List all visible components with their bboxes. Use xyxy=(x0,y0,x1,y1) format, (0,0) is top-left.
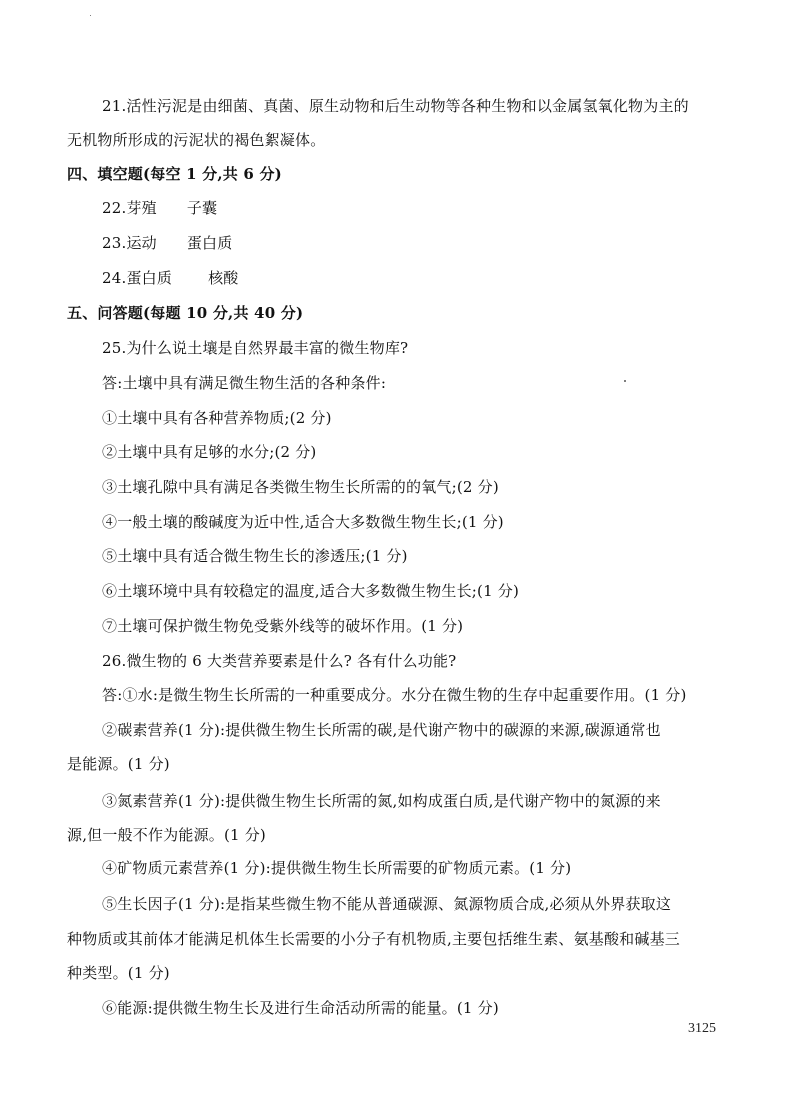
q25-question: 25.为什么说土壤是自然界最丰富的微生物库? xyxy=(102,339,409,357)
q25-item-6: ⑥土壤环境中具有较稳定的温度,适合大多数微生物生长;(1 分) xyxy=(102,582,520,600)
q24-row xyxy=(102,268,238,288)
scan-speck xyxy=(624,380,626,382)
q25-item-7: ⑦土壤可保护微生物免受紫外线等的破坏作用。(1 分) xyxy=(102,617,464,635)
q22-answer: 子囊 xyxy=(186,199,218,217)
q25-answer-intro: 答:土壤中具有满足微生物生活的各种条件: xyxy=(102,374,387,392)
q22-number: 22.芽殖 xyxy=(102,199,157,217)
q26-answer-2-line-1: ②碳素营养(1 分):提供微生物生长所需的碳,是代谢产物中的碳源的来源,碳源通常也 xyxy=(102,721,661,739)
q26-answer-5-line-3: 种类型。(1 分) xyxy=(67,964,170,982)
q26-answer-4: ④矿物质元素营养(1 分):提供微生物生长所需要的矿物质元素。(1 分) xyxy=(102,859,572,877)
q23-number: 23.运动 xyxy=(102,234,157,252)
q26-answer-1: 答:①水:是微生物生长所需的一种重要成分。水分在微生物的生存中起重要作用。(1 分) xyxy=(102,686,687,704)
q21-line-1: 21.活性污泥是由细菌、真菌、原生动物和后生动物等各种生物和以金属氢氧化物为主的 xyxy=(102,97,689,115)
q26-question: 26.微生物的 6 大类营养要素是什么? 各有什么功能? xyxy=(102,652,457,670)
q21-line-2: 无机物所形成的污泥状的褐色絮凝体。 xyxy=(67,131,326,149)
scan-speck xyxy=(90,15,91,16)
q26-answer-5-line-2: 种物质或其前体才能满足机体生长需要的小分子有机物质,主要包括维生素、氨基酸和碱基三 xyxy=(67,930,680,948)
q25-item-2: ②土壤中具有足够的水分;(2 分) xyxy=(102,443,317,461)
q26-answer-3-line-1: ③氮素营养(1 分):提供微生物生长所需的氮,如构成蛋白质,是代谢产物中的氮源的来 xyxy=(102,792,661,810)
q25-item-1: ①土壤中具有各种营养物质;(2 分) xyxy=(102,409,332,427)
q25-item-5: ⑤土壤中具有适合微生物生长的渗透压;(1 分) xyxy=(102,547,408,565)
section5-heading: 五、问答题(每题 10 分,共 40 分) xyxy=(67,304,304,322)
q24-number: 24.蛋白质 xyxy=(102,269,173,287)
q23-answer: 蛋白质 xyxy=(186,234,233,252)
section4-heading: 四、填空题(每空 1 分,共 6 分) xyxy=(67,165,282,183)
q26-answer-2-line-2: 是能源。(1 分) xyxy=(67,755,170,773)
q24-answer: 核酸 xyxy=(208,269,239,287)
q25-item-3: ③土壤孔隙中具有满足各类微生物生长所需的的氧气;(2 分) xyxy=(102,478,499,496)
q26-answer-5-line-1: ⑤生长因子(1 分):是指某些微生物不能从普通碳源、氮源物质合成,必须从外界获取这 xyxy=(102,895,672,913)
q23-row xyxy=(102,233,232,253)
q22-row xyxy=(102,198,217,218)
q26-answer-3-line-2: 源,但一般不作为能源。(1 分) xyxy=(67,826,266,844)
page-number: 3125 xyxy=(688,1021,716,1036)
q26-answer-6: ⑥能源:提供微生物生长及进行生命活动所需的能量。(1 分) xyxy=(102,999,499,1017)
q25-item-4: ④一般土壤的酸碱度为近中性,适合大多数微生物生长;(1 分) xyxy=(102,513,504,531)
